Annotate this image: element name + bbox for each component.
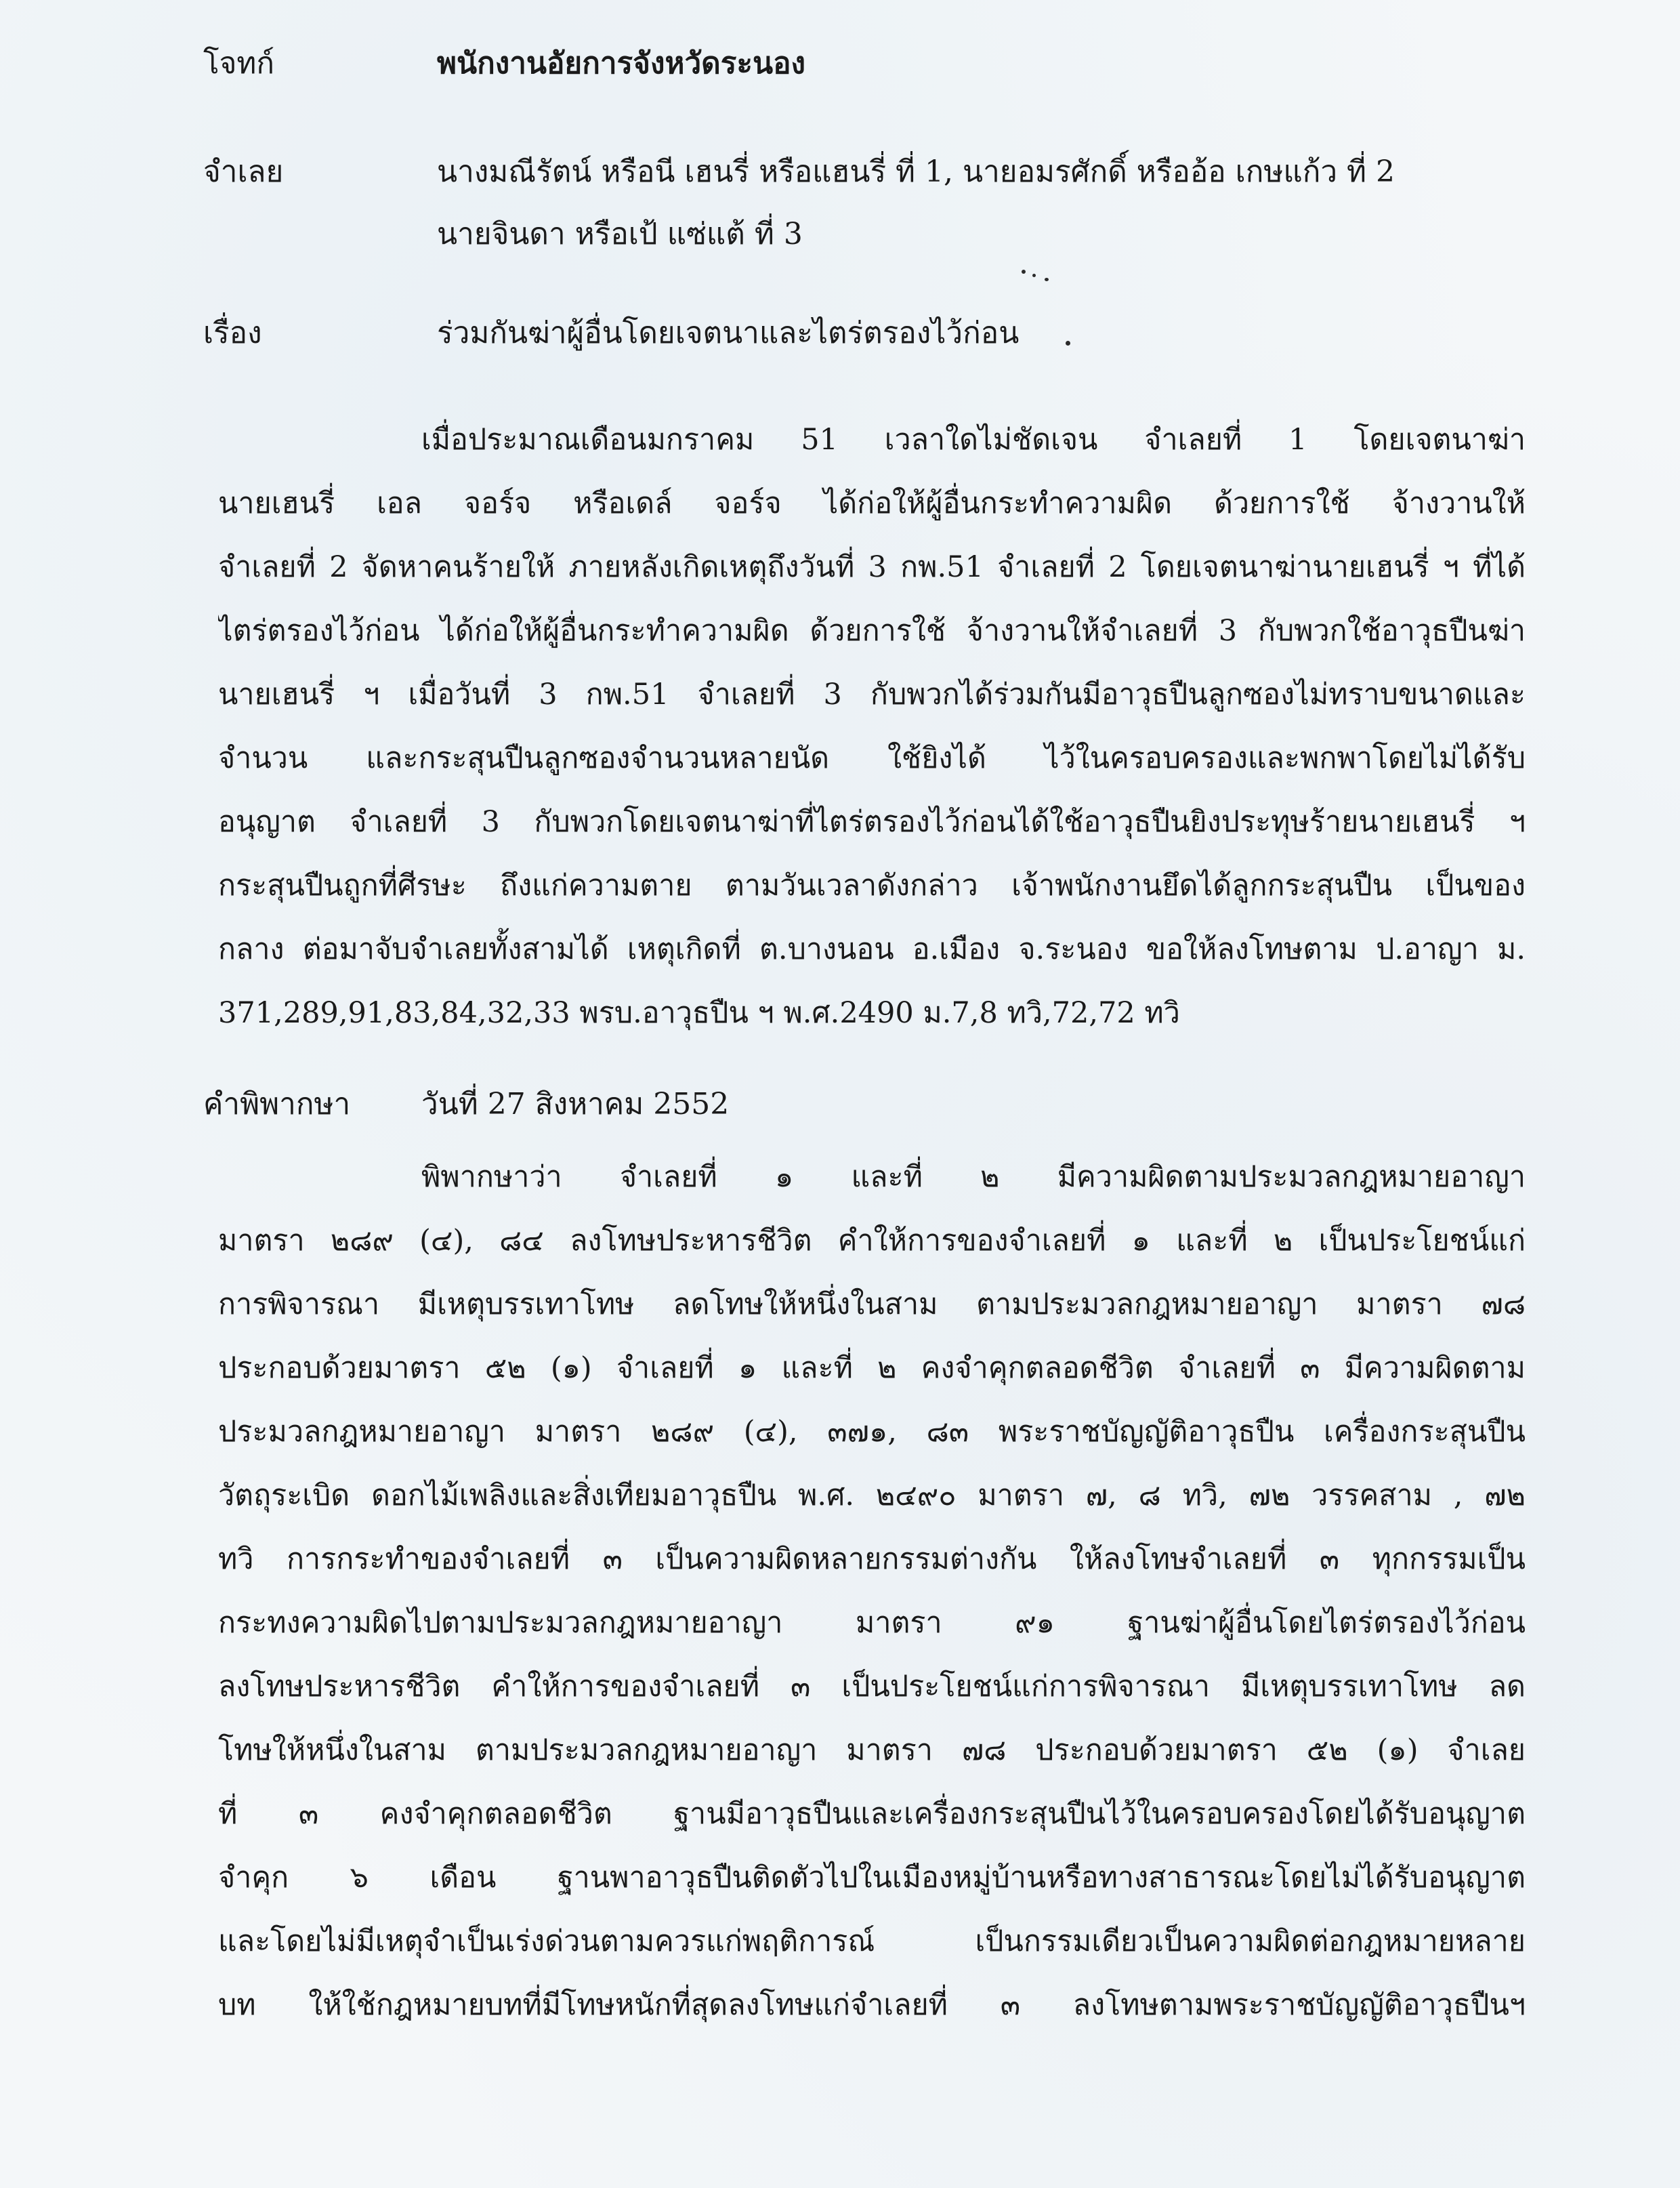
defendant-line-2: นายจินดา หรือเป้ แซ่แต้ ที่ 3 xyxy=(437,217,803,251)
facts-line: จำนวน และกระสุนปืนลูกซองจำนวนหลายนัด ใช้ยิงได้ ไว้ในครอบครองและพกพาโดยไม่ได้รับ xyxy=(218,741,1526,775)
defendant-label: จำเลย xyxy=(203,154,284,189)
judgment-line: บท ให้ใช้กฎหมายบทที่มีโทษหนักที่สุดลงโทษแก่จำเลยที่ ๓ ลงโทษตามพระราชบัญญัติอาวุธปืนฯ xyxy=(218,1988,1526,2022)
judgment-line: และโดยไม่มีเหตุจำเป็นเร่งด่วนตามควรแก่พฤติการณ์ เป็นกรรมเดียวเป็นความผิดต่อกฎหมายหลาย xyxy=(218,1924,1526,1958)
judgment-heading xyxy=(203,1084,730,1125)
facts-line: ไตร่ตรองไว้ก่อน ได้ก่อให้ผู้อื่นกระทำความผิด ด้วยการใช้ จ้างวานให้จำเลยที่ 3 กับพวกใช้อาวุธปืนฆ่า xyxy=(218,614,1526,648)
judgment-line: ประมวลกฎหมายอาญา มาตรา ๒๘๙ (๔), ๓๗๑, ๘๓ พระราชบัญญัติอาวุธปืน เครื่องกระสุนปืน xyxy=(218,1415,1526,1449)
judgment-line: ประกอบด้วยมาตรา ๕๒ (๑) จำเลยที่ ๑ และที่ ๒ คงจำคุกตลอดชีวิต จำเลยที่ ๓ มีความผิดตาม xyxy=(218,1351,1526,1385)
judgment-line: กระทงความผิดไปตามประมวลกฎหมายอาญา มาตรา ๙๑ ฐานฆ่าผู้อื่นโดยไตร่ตรองไว้ก่อน xyxy=(218,1606,1526,1640)
facts-line: กลาง ต่อมาจับจำเลยทั้งสามได้ เหตุเกิดที่ ต.บางนอน อ.เมือง จ.ระนอง ขอให้ลงโทษตาม ป.อาญา ม. xyxy=(218,932,1526,966)
facts-paragraph xyxy=(218,408,1526,1045)
plaintiff-label: โจทก์ xyxy=(203,46,275,81)
facts-line: 371,289,91,83,84,32,33 พรบ.อาวุธปืน ฯ พ.ศ.2490 ม.7,8 ทวิ,72,72 ทวิ xyxy=(218,996,1180,1030)
defendant-line-1: นางมณีรัตน์ หรือนี เฮนรี่ หรือแฮนรี่ ที่ 1, นายอมรศักดิ์ หรืออ้อ เกษแก้ว ที่ 2 xyxy=(437,154,1395,189)
ink-speck xyxy=(1032,274,1036,277)
judgment-line: วัตถุระเบิด ดอกไม้เพลิงและสิ่งเทียมอาวุธปืน พ.ศ. ๒๔๙๐ มาตรา ๗, ๘ ทวิ, ๗๒ วรรคสาม , ๗๒ xyxy=(218,1479,1526,1512)
judgment-line: ที่ ๓ คงจำคุกตลอดชีวิต ฐานมีอาวุธปืนและเครื่องกระสุนปืนไว้ในครอบครองโดยได้รับอนุญาต xyxy=(218,1797,1526,1831)
facts-line: นายเฮนรี่ ฯ เมื่อวันที่ 3 กพ.51 จำเลยที่ 3 กับพวกได้ร่วมกันมีอาวุธปืนลูกซองไม่ทราบขนาดและ xyxy=(218,678,1526,711)
facts-line: เมื่อประมาณเดือนมกราคม 51 เวลาใดไม่ชัดเจน จำเลยที่ 1 โดยเจตนาฆ่า xyxy=(421,423,1526,457)
judgment-line: โทษให้หนึ่งในสาม ตามประมวลกฎหมายอาญา มาตรา ๗๘ ประกอบด้วยมาตรา ๕๒ (๑) จำเลย xyxy=(218,1733,1526,1767)
facts-line: กระสุนปืนถูกที่ศีรษะ ถึงแก่ความตาย ตามวันเวลาดังกล่าว เจ้าพนักงานยึดได้ลูกกระสุนปืน เป็นของ xyxy=(218,869,1526,903)
facts-line: นายเฮนรี่ เอล จอร์จ หรือเดล์ จอร์จ ได้ก่อให้ผู้อื่นกระทำความผิด ด้วยการใช้ จ้างวานให้ xyxy=(218,487,1526,520)
ink-speck xyxy=(1022,270,1026,274)
subject-label: เรื่อง xyxy=(203,316,262,350)
ink-speck xyxy=(1066,341,1070,346)
judgment-line: จำคุก ๖ เดือน ฐานพาอาวุธปืนติดตัวไปในเมืองหมู่บ้านหรือทางสาธารณะโดยไม่ได้รับอนุญาต xyxy=(218,1861,1526,1895)
judgment-line: มาตรา ๒๘๙ (๔), ๘๔ ลงโทษประหารชีวิต คำให้การของจำเลยที่ ๑ และที่ ๒ เป็นประโยชน์แก่ xyxy=(218,1224,1526,1258)
facts-line: อนุญาต จำเลยที่ 3 กับพวกโดยเจตนาฆ่าที่ไตร่ตรองไว้ก่อนได้ใช้อาวุธปืนยิงประทุษร้ายนายเฮนรี่ ฯ xyxy=(218,805,1526,839)
judgment-label: คำพิพากษา xyxy=(203,1087,351,1121)
judgment-line: พิพากษาว่า จำเลยที่ ๑ และที่ ๒ มีความผิดตามประมวลกฎหมายอาญา xyxy=(421,1160,1526,1194)
judgment-paragraph xyxy=(218,1145,1526,2037)
judgment-line: ลงโทษประหารชีวิต คำให้การของจำเลยที่ ๓ เป็นประโยชน์แก่การพิจารณา มีเหตุบรรเทาโทษ ลด xyxy=(218,1670,1526,1704)
judgment-line: การพิจารณา มีเหตุบรรเทาโทษ ลดโทษให้หนึ่งในสาม ตามประมวลกฎหมายอาญา มาตรา ๗๘ xyxy=(218,1287,1526,1321)
subject-value: ร่วมกันฆ่าผู้อื่นโดยเจตนาและไตร่ตรองไว้ก่อน xyxy=(437,316,1020,350)
ink-speck xyxy=(1045,278,1049,281)
plaintiff-value: พนักงานอัยการจังหวัดระนอง xyxy=(437,46,805,81)
facts-line: จำเลยที่ 2 จัดหาคนร้ายให้ ภายหลังเกิดเหตุถึงวันที่ 3 กพ.51 จำเลยที่ 2 โดยเจตนาฆ่านายเฮนรี่ ฯ ที่ได้ xyxy=(218,550,1526,584)
judgment-line: ทวิ การกระทำของจำเลยที่ ๓ เป็นความผิดหลายกรรมต่างกัน ให้ลงโทษจำเลยที่ ๓ ทุกกรรมเป็น xyxy=(218,1542,1526,1576)
judgment-date: วันที่ 27 สิงหาคม 2552 xyxy=(421,1087,730,1121)
